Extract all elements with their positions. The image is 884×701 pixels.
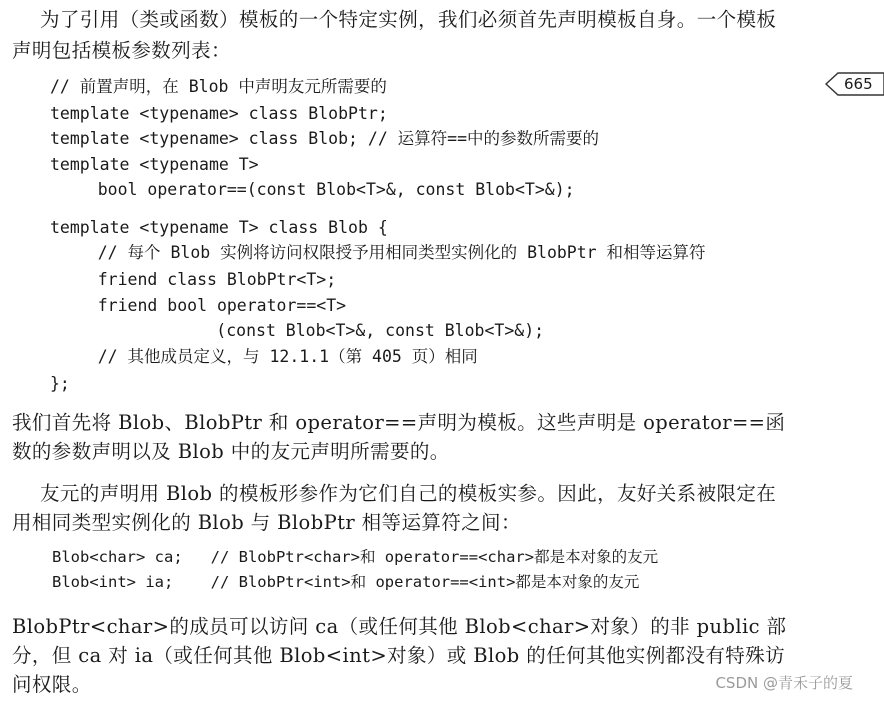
code-line: };: [50, 374, 70, 393]
code-line: friend class BlobPtr<T>;: [58, 270, 337, 289]
code-line: // 每个 Blob 实例将访问权限授予用相同类型实例化的 BlobPtr 和相等运算符: [58, 243, 706, 262]
margin-page-tab: [824, 72, 884, 96]
code-line: friend bool operator==<T>: [58, 296, 347, 315]
para2-line-1: 我们首先将 Blob、BlobPtr 和 operator==声明为模板。这些声明是 operator==函: [12, 411, 786, 434]
para4-line-3: 问权限。: [12, 673, 92, 696]
page-tab-number: 665: [844, 75, 873, 93]
code-line: (const Blob<T>&, const Blob<T>&);: [107, 321, 545, 340]
code-line: // 前置声明，在 Blob 中声明友元所需要的: [50, 77, 387, 96]
para4-line-2: 分，但 ca 对 ia（或任何其他 Blob<int>对象）或 Blob 的任何其他实例都没有特殊访: [12, 644, 785, 667]
code-line: Blob<char> ca; // BlobPtr<char>和 operator==<char>都是本对象的友元: [52, 548, 659, 566]
code-line: template <typename T>: [50, 155, 259, 174]
para3-line-1: 友元的声明用 Blob 的模板形参作为它们自己的模板实参。因此，友好关系被限定在: [40, 482, 777, 505]
para4-line-1: BlobPtr<char>的成员可以访问 ca（或任何其他 Blob<char>对象）的非 public 部: [12, 615, 787, 638]
para3-line-2: 用相同类型实例化的 Blob 与 BlobPtr 相等运算符之间：: [12, 511, 521, 534]
code-line: bool operator==(const Blob<T>&, const Blob<T>&);: [58, 180, 575, 199]
code-line: template <typename T> class Blob {: [50, 218, 388, 237]
code-line: Blob<int> ia; // BlobPtr<int>和 operator==<int>都是本对象的友元: [52, 573, 640, 591]
code-line: template <typename> class Blob; // 运算符==中的参数所需要的: [50, 129, 600, 148]
intro-line-1: 为了引用（类或函数）模板的一个特定实例，我们必须首先声明模板自身。一个模板: [40, 8, 777, 31]
code-line: template <typename> class BlobPtr;: [50, 104, 388, 123]
code-line: // 其他成员定义，与 12.1.1（第 405 页）相同: [58, 347, 478, 366]
csdn-watermark: CSDN @青禾子的夏: [715, 674, 853, 692]
para2-line-2: 数的参数声明以及 Blob 中的友元声明所需要的。: [12, 440, 450, 463]
intro-line-2: 声明包括模板参数列表：: [12, 39, 231, 62]
